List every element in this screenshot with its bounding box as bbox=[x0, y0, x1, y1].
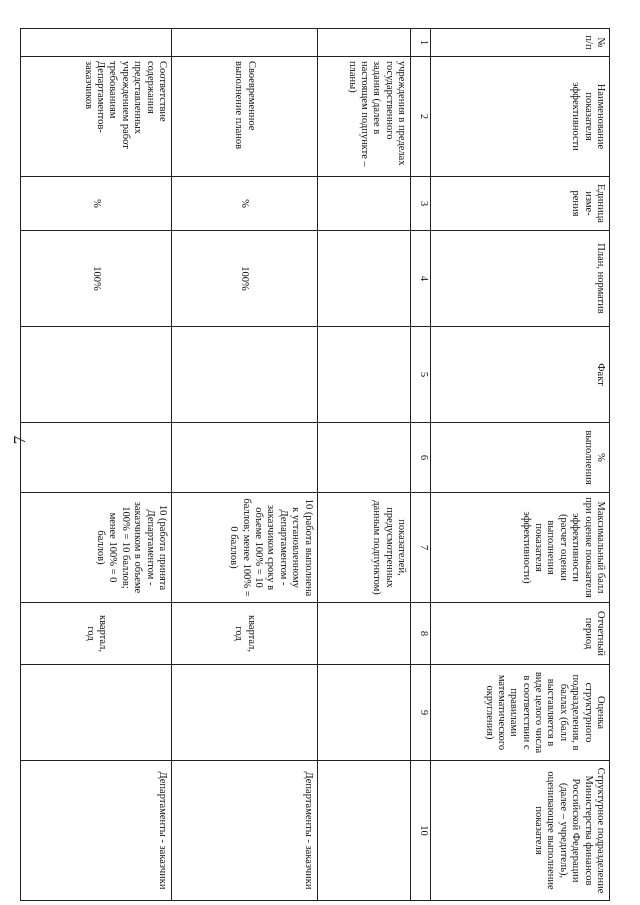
cell-fact bbox=[171, 327, 317, 423]
cell-max-score: показателей, предусмотренных данным подпунктом) bbox=[317, 493, 411, 603]
cell-percent bbox=[21, 423, 172, 493]
column-number: 4 bbox=[411, 231, 431, 327]
cell-num bbox=[21, 29, 172, 57]
header-cell-department: Структурное подразделение Министерства финансов Российской Федерации (далее – учредитель), оценивающее выполнение показателя bbox=[431, 761, 610, 901]
cell-num bbox=[171, 29, 317, 57]
column-number: 6 bbox=[411, 423, 431, 493]
cell-unit-score bbox=[317, 665, 411, 761]
cell-period: квартал, год bbox=[21, 603, 172, 665]
table-row bbox=[317, 29, 411, 901]
header-cell-max-score: Максимальный балл при оценке показателя эффективности (расчет оценки выполнения показателя эффективности) bbox=[431, 493, 610, 603]
cell-fact bbox=[21, 327, 172, 423]
table-row bbox=[21, 29, 172, 901]
cell-unit: % bbox=[171, 177, 317, 231]
column-number: 7 bbox=[411, 493, 431, 603]
cell-unit-score bbox=[21, 665, 172, 761]
header-cell-unit-score: Оценка структурного подразделения, в баллах (балл выставляется в виде целого числа в соответствии с правилами математического округления) bbox=[431, 665, 610, 761]
cell-department bbox=[317, 761, 411, 901]
cell-indicator-name: учреждения в пределах государственного задания (далее в настоящем подпункте – планы) bbox=[317, 57, 411, 177]
header-cell-fact: Факт bbox=[431, 327, 610, 423]
header-cell-plan: План, норматив bbox=[431, 231, 610, 327]
column-number: 3 bbox=[411, 177, 431, 231]
table-row bbox=[171, 29, 317, 901]
header-cell-period: Отчетный период bbox=[431, 603, 610, 665]
rotated-table-wrapper bbox=[20, 28, 610, 900]
header-cell-unit: Единица изме-рения bbox=[431, 177, 610, 231]
column-number-row bbox=[411, 29, 431, 901]
column-number: 9 bbox=[411, 665, 431, 761]
column-number: 8 bbox=[411, 603, 431, 665]
page-number: 7 bbox=[10, 435, 29, 445]
cell-plan: 100% bbox=[21, 231, 172, 327]
cell-plan: 100% bbox=[171, 231, 317, 327]
cell-department: Департаменты - заказчики bbox=[21, 761, 172, 901]
header-row bbox=[431, 29, 610, 901]
header-cell-num: № п/п bbox=[431, 29, 610, 57]
cell-max-score: 10 (работа принята Департаментом - заказчиком в объеме 100% = 10 баллов; менее 100% = 0 баллов) bbox=[21, 493, 172, 603]
cell-unit: % bbox=[21, 177, 172, 231]
cell-department: Департаменты - заказчики bbox=[171, 761, 317, 901]
cell-indicator-name: Соответствие содержания представленных учреждением работ требованиям Департаментов-заказчиков bbox=[21, 57, 172, 177]
cell-num bbox=[317, 29, 411, 57]
cell-max-score: 10 (работа выполнена к установленному Департаментом - заказчиком сроку в объеме 100% = 10 баллов; менее 100% = 0 баллов) bbox=[171, 493, 317, 603]
column-number: 2 bbox=[411, 57, 431, 177]
cell-period: квартал, год bbox=[171, 603, 317, 665]
column-number: 1 bbox=[411, 29, 431, 57]
column-number: 5 bbox=[411, 327, 431, 423]
header-cell-indicator-name: Наименование показателя эффективности bbox=[431, 57, 610, 177]
cell-indicator-name: Своевременное выполнение планов bbox=[171, 57, 317, 177]
efficiency-indicators-table bbox=[20, 28, 610, 901]
cell-percent bbox=[171, 423, 317, 493]
cell-percent bbox=[317, 423, 411, 493]
cell-fact bbox=[317, 327, 411, 423]
column-number: 10 bbox=[411, 761, 431, 901]
header-cell-percent: % выполнения bbox=[431, 423, 610, 493]
cell-unit bbox=[317, 177, 411, 231]
cell-plan bbox=[317, 231, 411, 327]
cell-unit-score bbox=[171, 665, 317, 761]
cell-period bbox=[317, 603, 411, 665]
